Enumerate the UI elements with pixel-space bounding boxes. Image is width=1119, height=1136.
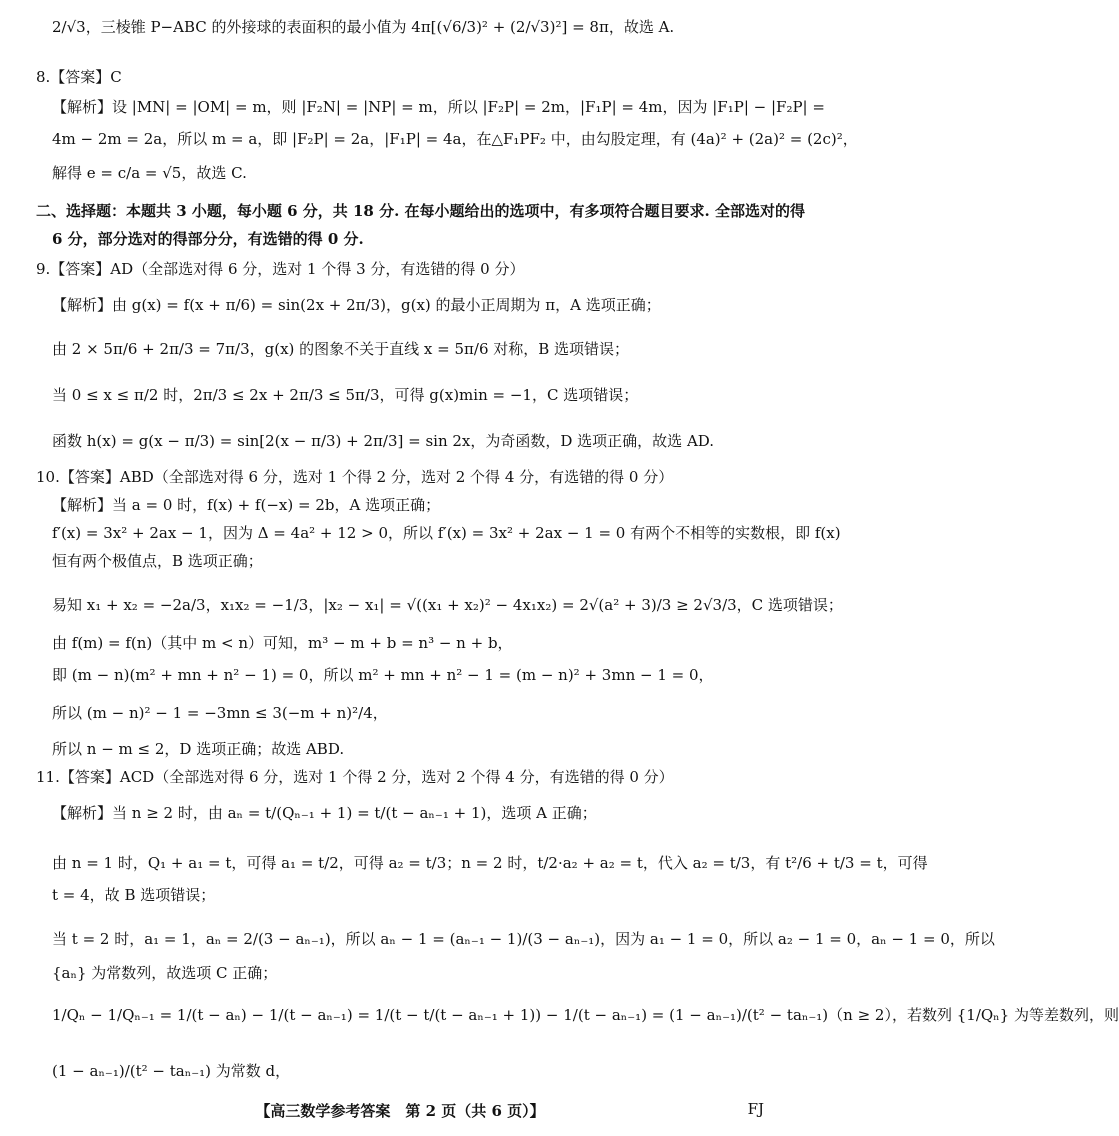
- text-line: 【解析】由 g(x) = f(x + π/6) = sin(2x + 2π/3)，g(x) 的最小正周期为 π，A 选项正确；: [52, 296, 661, 314]
- text-line: 所以 n − m ≤ 2，D 选项正确；故选 ABD.: [52, 740, 345, 758]
- text-line: 【解析】当 n ≥ 2 时，由 aₙ = t/(Qₙ₋₁ + 1) = t/(t − aₙ₋₁ + 1)，选项 A 正确；: [52, 804, 597, 822]
- text-line: 11.【答案】ACD（全部选对得 6 分，选对 1 个得 2 分，选对 2 个得 4 分，有选错的得 0 分）: [36, 768, 674, 786]
- text-line: t = 4，故 B 选项错误；: [52, 886, 216, 904]
- footer-code: FJ: [747, 1100, 764, 1118]
- text-line: 二、选择题：本题共 3 小题，每小题 6 分，共 18 分. 在每小题给出的选项中，有多项符合题目要求. 全部选对的得: [36, 202, 805, 220]
- text-line: 即 (m − n)(m² + mn + n² − 1) = 0，所以 m² + mn + n² − 1 = (m − n)² + 3mn − 1 = 0，: [52, 666, 714, 684]
- text-line: 10.【答案】ABD（全部选对得 6 分，选对 1 个得 2 分，选对 2 个得 4 分，有选错的得 0 分）: [36, 468, 674, 486]
- text-line: 1/Qₙ − 1/Qₙ₋₁ = 1/(t − aₙ) − 1/(t − aₙ₋₁) = 1/(t − t/(t − aₙ₋₁ + 1)) − 1/(t − aₙ₋₁) = (1 − aₙ₋₁)/(t² − taₙ₋₁)（n ≥ 2），若数列 {1/Qₙ} 为等差数列，则: [52, 1006, 1119, 1024]
- text-line: 易知 x₁ + x₂ = −2a/3，x₁x₂ = −1/3，|x₂ − x₁| = √((x₁ + x₂)² − 4x₁x₂) = 2√(a² + 3)/3 ≥ 2√3/3，C 选项错误；: [52, 596, 843, 614]
- text-line: {aₙ} 为常数列，故选项 C 正确；: [52, 964, 278, 982]
- text-line: 函数 h(x) = g(x − π/3) = sin[2(x − π/3) + 2π/3] = sin 2x，为奇函数，D 选项正确，故选 AD.: [52, 432, 715, 450]
- text-line: 当 0 ≤ x ≤ π/2 时，2π/3 ≤ 2x + 2π/3 ≤ 5π/3，可得 g(x)min = −1，C 选项错误；: [52, 386, 639, 404]
- text-line: f′(x) = 3x² + 2ax − 1，因为 Δ = 4a² + 12 > 0，所以 f′(x) = 3x² + 2ax − 1 = 0 有两个不相等的实数根，即 f(x): [52, 524, 841, 542]
- text-line: 6 分，部分选对的得部分分，有选错的得 0 分.: [52, 230, 364, 248]
- page-footer: 【高三数学参考答案 第 2 页（共 6 页）】: [255, 1102, 545, 1120]
- text-line: 由 f(m) = f(n)（其中 m < n）可知，m³ − m + b = n³ − n + b，: [52, 634, 513, 652]
- text-line: (1 − aₙ₋₁)/(t² − taₙ₋₁) 为常数 d，: [52, 1062, 291, 1080]
- text-line: 【解析】设 |MN| = |OM| = m，则 |F₂N| = |NP| = m，所以 |F₂P| = 2m，|F₁P| = 4m，因为 |F₁P| − |F₂P| =: [52, 98, 825, 116]
- text-line: 恒有两个极值点，B 选项正确；: [52, 552, 263, 570]
- text-line: 由 2 × 5π/6 + 2π/3 = 7π/3，g(x) 的图象不关于直线 x = 5π/6 对称，B 选项错误；: [52, 340, 630, 358]
- text-line: 2/√3，三棱锥 P−ABC 的外接球的表面积的最小值为 4π[(√6/3)² + (2/√3)²] = 8π，故选 A.: [52, 18, 675, 36]
- text-line: 所以 (m − n)² − 1 = −3mn ≤ 3(−m + n)²/4，: [52, 704, 388, 722]
- text-line: 由 n = 1 时，Q₁ + a₁ = t，可得 a₁ = t/2，可得 a₂ = t/3；n = 2 时，t/2·a₂ + a₂ = t，代入 a₂ = t/3，有 t²/6 + t/3 = t，可得: [52, 854, 928, 872]
- text-line: 解得 e = c/a = √5，故选 C.: [52, 164, 247, 182]
- text-line: 9.【答案】AD（全部选对得 6 分，选对 1 个得 3 分，有选错的得 0 分）: [36, 260, 525, 278]
- text-line: 8.【答案】C: [36, 68, 122, 86]
- text-line: 当 t = 2 时，a₁ = 1，aₙ = 2/(3 − aₙ₋₁)，所以 aₙ − 1 = (aₙ₋₁ − 1)/(3 − aₙ₋₁)，因为 a₁ − 1 = 0，所以 a₂ − 1 = 0，aₙ − 1 = 0，所以: [52, 930, 995, 948]
- text-line: 【解析】当 a = 0 时，f(x) + f(−x) = 2b，A 选项正确；: [52, 496, 441, 514]
- text-line: 4m − 2m = 2a，所以 m = a，即 |F₂P| = 2a，|F₁P| = 4a，在△F₁PF₂ 中，由勾股定理，有 (4a)² + (2a)² = (2c)²，: [52, 130, 858, 148]
